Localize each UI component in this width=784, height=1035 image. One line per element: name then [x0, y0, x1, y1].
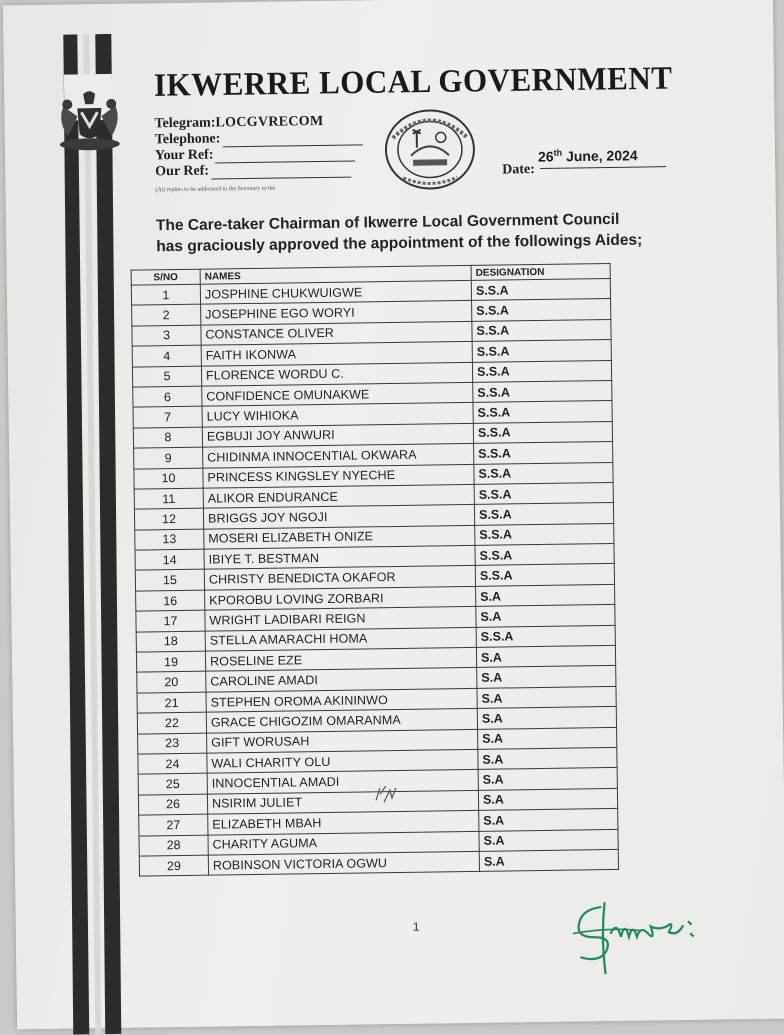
row-sno: 5 — [132, 366, 201, 387]
row-designation: S.A — [477, 707, 616, 729]
row-name: CHIDINMA INNOCENTIAL OKWARA — [203, 444, 474, 468]
row-designation: S.A — [479, 849, 618, 871]
row-name: GRACE CHIGOZIM OMARANMA — [206, 709, 477, 733]
row-name: IBIYE T. BESTMAN — [204, 545, 475, 569]
intro-line-1: The Care-taker Chairman of Ikwerre Local Government Council — [155, 210, 620, 235]
row-designation: S.A — [477, 666, 616, 688]
row-designation: S.S.A — [474, 503, 613, 525]
row-name: WALI CHARITY OLU — [207, 749, 478, 773]
row-name: KPOROBU LOVING ZORBARI — [205, 586, 476, 610]
row-sno: 26 — [138, 794, 207, 815]
row-name: WRIGHT LADIBARI REIGN — [205, 607, 476, 631]
row-sno: 24 — [138, 753, 207, 774]
row-designation: S.A — [477, 686, 616, 708]
row-name: BRIGGS JOY NGOJI — [203, 505, 474, 529]
row-designation: S.S.A — [473, 401, 612, 423]
row-designation: S.S.A — [474, 462, 613, 484]
row-designation: S.A — [478, 768, 617, 790]
row-designation: S.A — [479, 809, 618, 831]
row-name: CHARITY AGUMA — [208, 831, 479, 855]
row-designation: S.A — [478, 727, 617, 749]
your-ref-label: Your Ref: — [154, 147, 214, 164]
row-sno: 13 — [135, 529, 204, 550]
row-sno: 23 — [138, 733, 207, 754]
row-name: LUCY WIHIOKA — [202, 403, 473, 427]
ikwerre-lga-seal-icon — [382, 107, 477, 192]
row-sno: 27 — [139, 814, 208, 835]
our-ref-line — [211, 166, 351, 180]
row-designation: S.A — [476, 605, 615, 627]
row-sno: 4 — [132, 345, 201, 366]
row-name: FLORENCE WORDU C. — [201, 362, 472, 386]
letterhead-title: IKWERRE LOCAL GOVERNMENT — [153, 59, 673, 104]
row-designation: S.S.A — [472, 340, 611, 362]
our-ref-row — [155, 161, 363, 180]
date-value — [538, 147, 638, 165]
row-sno: 7 — [133, 407, 202, 428]
row-designation: S.A — [478, 747, 617, 769]
header-names: NAMES — [200, 265, 471, 284]
telegram-label: Telegram: — [154, 115, 216, 132]
row-designation: S.S.A — [471, 278, 610, 300]
row-name: ROSELINE EZE — [205, 647, 476, 671]
telegram-value: LOCGVRECOM — [215, 113, 324, 131]
row-designation: S.S.A — [474, 442, 613, 464]
row-sno: 9 — [134, 447, 203, 468]
row-sno: 19 — [136, 651, 205, 672]
row-designation: S.A — [479, 829, 618, 851]
row-name: JOSEPHINE EGO WORYI — [201, 301, 472, 325]
row-designation: S.S.A — [475, 544, 614, 566]
row-sno: 22 — [137, 712, 206, 733]
row-name: JOSPHINE CHUKWUIGWE — [200, 280, 471, 304]
row-name: NSIRIM JULIET — [207, 790, 478, 814]
row-designation: S.S.A — [473, 421, 612, 443]
row-designation: S.S.A — [474, 482, 613, 504]
row-sno: 21 — [137, 692, 206, 713]
row-designation: S.S.A — [472, 360, 611, 382]
row-sno: 25 — [138, 774, 207, 795]
row-name: PRINCESS KINGSLEY NYECHE — [203, 464, 474, 488]
row-sno: 16 — [136, 590, 205, 611]
row-name: ELIZABETH MBAH — [208, 811, 479, 835]
row-name: GIFT WORUSAH — [207, 729, 478, 753]
date-suffix: th — [553, 147, 563, 158]
your-ref-row — [155, 145, 363, 164]
row-designation: S.A — [476, 584, 615, 606]
intro-paragraph — [156, 208, 677, 257]
row-designation: S.S.A — [475, 523, 614, 545]
row-name: STEPHEN OROMA AKININWO — [206, 688, 477, 712]
row-sno: 6 — [133, 386, 202, 407]
telephone-row — [155, 129, 363, 148]
row-sno: 17 — [136, 610, 205, 631]
letter-page — [3, 0, 784, 1029]
row-designation: S.S.A — [473, 380, 612, 402]
row-sno: 15 — [135, 570, 204, 591]
row-name: ROBINSON VICTORIA OGWU — [208, 851, 479, 875]
row-name: CHRISTY BENEDICTA OKAFOR — [204, 566, 475, 590]
row-sno: 12 — [134, 508, 203, 529]
header-sno: S/NO — [131, 269, 200, 285]
row-name: CAROLINE AMADI — [206, 668, 477, 692]
row-name: ALIKOR ENDURANCE — [203, 484, 474, 508]
our-ref-label: Our Ref: — [155, 163, 210, 180]
page-number: 1 — [412, 919, 420, 934]
side-stripes — [53, 34, 137, 1035]
row-designation: S.S.A — [472, 299, 611, 321]
row-designation: S.S.A — [472, 319, 611, 341]
row-name: MOSERI ELIZABETH ONIZE — [204, 525, 475, 549]
row-sno: 10 — [134, 468, 203, 489]
row-sno: 14 — [135, 549, 204, 570]
row-sno: 3 — [132, 325, 201, 346]
header-designation: DESIGNATION — [471, 263, 610, 280]
row-sno: 18 — [136, 631, 205, 652]
date-label: Date: — [502, 162, 535, 178]
row-sno: 11 — [134, 488, 203, 509]
reply-note: (All replies to be addressed to the Secretary to the — [155, 185, 276, 194]
date-month-year: June, 2024 — [562, 147, 638, 165]
telephone-line — [222, 133, 362, 147]
row-name: EGBUJI JOY ANWURI — [202, 423, 473, 447]
telephone-label: Telephone: — [154, 131, 221, 148]
nigerian-coat-of-arms-icon — [49, 86, 130, 157]
your-ref-line — [215, 150, 355, 164]
row-sno: 20 — [137, 672, 206, 693]
row-designation: S.A — [478, 788, 617, 810]
row-designation: S.S.A — [476, 625, 615, 647]
row-name: FAITH IKONWA — [201, 342, 472, 366]
row-name: INNOCENTIAL AMADI — [207, 770, 478, 794]
row-name: CONSTANCE OLIVER — [201, 321, 472, 345]
row-sno: 2 — [132, 305, 201, 326]
row-sno: 28 — [139, 835, 208, 856]
date-line — [540, 166, 666, 169]
row-name: CONFIDENCE OMUNAKWE — [202, 382, 473, 406]
reference-block — [154, 113, 363, 198]
row-name: STELLA AMARACHI HOMA — [205, 627, 476, 651]
intro-line-2: has graciously approved the appointment of the followings Aides; — [156, 231, 643, 256]
row-sno: 1 — [131, 284, 200, 305]
row-designation: S.A — [476, 645, 615, 667]
row-designation: S.S.A — [475, 564, 614, 586]
row-sno: 8 — [133, 427, 202, 448]
row-sno: 29 — [139, 855, 208, 876]
date-day: 26 — [537, 148, 554, 165]
signature-mark — [570, 895, 721, 977]
handwritten-initials — [372, 782, 402, 806]
